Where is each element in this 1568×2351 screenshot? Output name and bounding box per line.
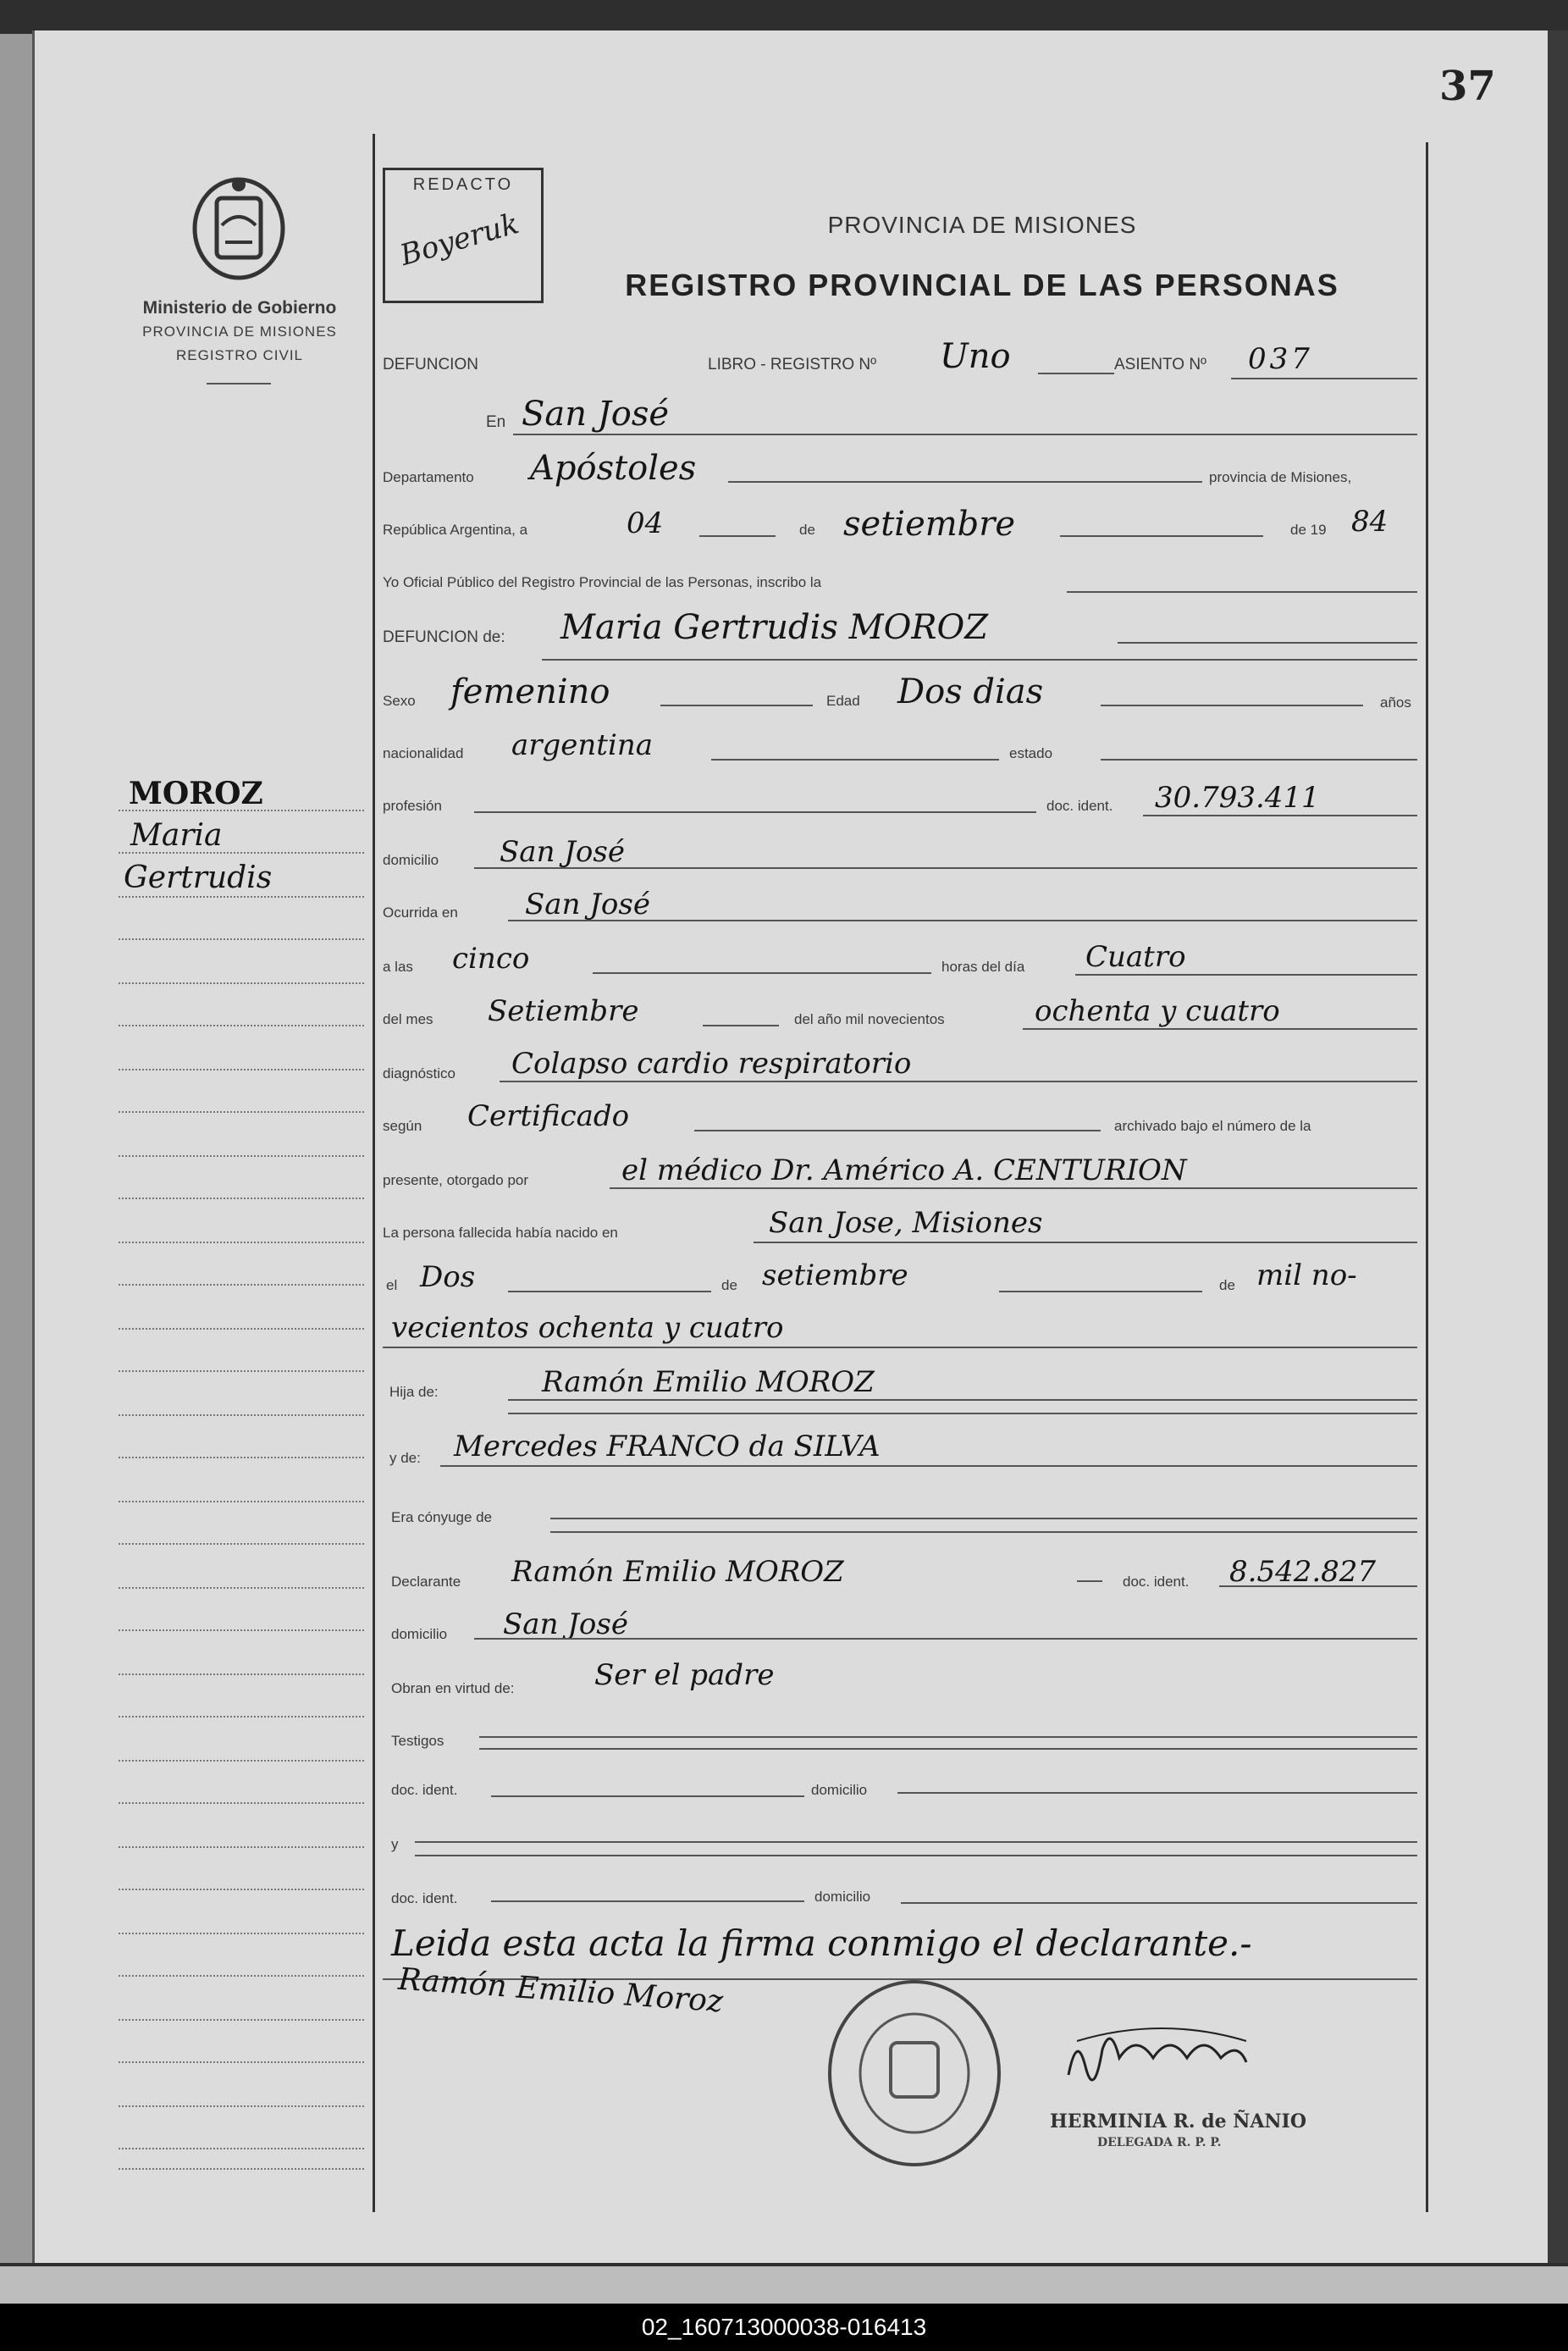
- declarant-signature: Ramón Emilio Moroz: [397, 1961, 725, 2020]
- republica-label: República Argentina, a: [383, 522, 528, 538]
- margin-rule: [119, 852, 364, 854]
- diagnostico-value: Colapso cardio respiratorio: [511, 1047, 912, 1081]
- testigo2-doc-line: [491, 1900, 804, 1902]
- profesion-label: profesión: [383, 798, 442, 814]
- el-value: Dos: [420, 1260, 476, 1294]
- testigo1-dom-line: [897, 1792, 1417, 1794]
- margin-rule: [119, 1716, 364, 1718]
- presente-value: el médico Dr. Américo A. CENTURION: [621, 1153, 1187, 1187]
- depto-label: Departamento: [383, 469, 474, 485]
- margin-rule: [119, 1328, 364, 1330]
- margin-rule: [119, 1155, 364, 1157]
- asiento-label: ASIENTO Nº: [1114, 356, 1206, 373]
- en-line: [513, 434, 1417, 435]
- nacionalidad-label: nacionalidad: [383, 745, 464, 761]
- yde-line: [440, 1465, 1417, 1467]
- segun-label: según: [383, 1118, 422, 1134]
- defuncion-line: [1118, 642, 1417, 644]
- mes2-value: setiembre: [762, 1258, 908, 1292]
- margin-rule: [119, 1069, 364, 1070]
- margin-rule: [119, 1760, 364, 1762]
- diagnostico-label: diagnóstico: [383, 1065, 456, 1081]
- defuncion-label: DEFUNCION de:: [383, 628, 505, 646]
- edad-value: Dos dias: [897, 672, 1044, 711]
- edad-line: [1101, 705, 1363, 706]
- margin-rule: [119, 2148, 364, 2149]
- en-label: En: [486, 413, 506, 431]
- doc2-label: doc. ident.: [1123, 1574, 1190, 1590]
- el-line: [508, 1291, 711, 1292]
- margin-rule: [119, 1673, 364, 1675]
- anio-mil-label: del año mil novecientos: [794, 1011, 945, 1027]
- margin-rule: [119, 938, 364, 940]
- yde-label: y de:: [389, 1450, 421, 1466]
- doc-ident-label: doc. ident.: [1046, 798, 1113, 814]
- y-label: y: [391, 1836, 399, 1852]
- testigo1-dom-label: domicilio: [811, 1782, 868, 1798]
- margin-surname: MOROZ: [129, 776, 263, 811]
- testigo1-doc-line: [491, 1795, 804, 1797]
- horas-line: [1075, 974, 1417, 976]
- hija-line: [508, 1399, 1417, 1401]
- presente-line: [610, 1187, 1417, 1189]
- right-border-line: [1426, 142, 1428, 2212]
- redacto-label: REDACTO: [412, 175, 514, 194]
- libro-label: LIBRO - REGISTRO Nº: [708, 356, 877, 373]
- alas-value: cinco: [452, 942, 530, 976]
- margin-rule: [119, 2168, 364, 2170]
- father-name: Ramón Emilio MOROZ: [542, 1365, 875, 1399]
- anio-mil-value: ochenta y cuatro: [1035, 994, 1280, 1028]
- hija-label: Hija de:: [389, 1384, 439, 1400]
- horas-value: Cuatro: [1085, 940, 1186, 974]
- ministry-title: Ministerio de Gobierno: [142, 298, 337, 318]
- margin-rule: [119, 1198, 364, 1199]
- ocurrida-line: [508, 920, 1417, 921]
- declarante-label: Declarante: [391, 1574, 461, 1590]
- ministry-province: PROVINCIA DE MISIONES: [142, 324, 337, 340]
- margin-rule: [119, 810, 364, 811]
- declarante-line: [1077, 1580, 1102, 1582]
- page-edge-shadow: [1548, 30, 1568, 2263]
- domicilio-value: San José: [500, 835, 625, 869]
- testigo1-doc-label: doc. ident.: [391, 1782, 458, 1798]
- mother-name: Mercedes FRANCO da SILVA: [454, 1430, 881, 1463]
- en-value: San José: [522, 395, 670, 434]
- y-line: [415, 1841, 1417, 1843]
- nacionalidad-line: [711, 759, 999, 761]
- continuation-line: [383, 1347, 1417, 1348]
- page-bottom-margin: [0, 2266, 1568, 2304]
- nacido-line: [754, 1242, 1417, 1243]
- deceased-name: Maria Gertrudis MOROZ: [560, 608, 989, 647]
- margin-second-name: Gertrudis: [124, 860, 273, 895]
- diagnostico-line: [500, 1081, 1417, 1082]
- defuncion-underline: [542, 659, 1417, 661]
- registry-round-stamp: [825, 1977, 1004, 2170]
- delmes-line: [703, 1025, 779, 1026]
- month-value: setiembre: [843, 505, 1016, 544]
- day-line: [699, 535, 776, 537]
- doc-ident-value: 30.793.411: [1155, 781, 1320, 815]
- margin-rule: [119, 1457, 364, 1458]
- libro-line: [1038, 373, 1114, 374]
- nacido-value: San Jose, Misiones: [769, 1206, 1043, 1240]
- margin-rule: [119, 1414, 364, 1416]
- estado-label: estado: [1009, 745, 1053, 761]
- province-heading: PROVINCIA DE MISIONES: [827, 212, 1137, 238]
- book-spine: [0, 34, 34, 2263]
- ministry-registry: REGISTRO CIVIL: [175, 347, 304, 363]
- day-value: 04: [627, 506, 664, 540]
- registry-heading: REGISTRO PROVINCIAL DE LAS PERSONAS: [625, 268, 1339, 302]
- de-label: de: [799, 522, 815, 538]
- doc2-line: [1219, 1585, 1417, 1587]
- y-line-2: [415, 1855, 1417, 1856]
- testigos-line-2: [479, 1748, 1417, 1750]
- alas-line: [593, 972, 931, 974]
- left-column-divider: [373, 134, 375, 2212]
- margin-rule: [119, 1242, 364, 1243]
- delmes-label: del mes: [383, 1011, 433, 1027]
- ocurrida-label: Ocurrida en: [383, 904, 458, 921]
- anios-label: años: [1380, 694, 1411, 711]
- anio-mil-line: [1023, 1028, 1417, 1030]
- margin-rule: [119, 1933, 364, 1934]
- sexo-line: [660, 705, 813, 706]
- depto-line: [728, 481, 1202, 483]
- margin-rule: [119, 1284, 364, 1286]
- margin-rule: [119, 982, 364, 984]
- margin-rule: [119, 1025, 364, 1026]
- testigos-label: Testigos: [391, 1733, 444, 1749]
- alas-label: a las: [383, 959, 413, 975]
- depto-value: Apóstoles: [530, 449, 697, 488]
- conyuge-label: Era cónyuge de: [391, 1509, 493, 1525]
- margin-rule: [119, 1111, 364, 1113]
- estado-line: [1101, 759, 1417, 761]
- redacto-stamp-box: [383, 168, 544, 303]
- margin-rule: [119, 1370, 364, 1372]
- asiento-line: [1231, 378, 1417, 379]
- edad-label: Edad: [826, 693, 860, 709]
- margin-rule: [119, 2061, 364, 2063]
- doc-ident-line: [1143, 815, 1417, 816]
- scan-filename: 02_160713000038-016413: [0, 2304, 1568, 2351]
- testigo2-dom-line: [901, 1902, 1417, 1904]
- coat-of-arms-logo: [188, 174, 290, 285]
- margin-rule: [119, 1802, 364, 1804]
- horas-label: horas del día: [941, 959, 1025, 975]
- official-title: DELEGADA R. P. P.: [1097, 2136, 1222, 2149]
- profesion-line: [474, 811, 1036, 813]
- act-type: DEFUNCION: [383, 356, 478, 373]
- doc2-value: 8.542.827: [1229, 1555, 1377, 1589]
- margin-rule: [119, 2019, 364, 2021]
- oficial-line: [1067, 591, 1417, 593]
- de3-label: de: [1219, 1277, 1235, 1293]
- libro-value: Uno: [940, 337, 1011, 376]
- redacto-signature: Boyeruk: [396, 206, 523, 274]
- official-name: HERMINIA R. de ÑANIO: [1050, 2110, 1306, 2132]
- domicilio2-line: [474, 1638, 1417, 1640]
- obran-label: Obran en virtud de:: [391, 1680, 515, 1696]
- ministry-underline: [207, 383, 271, 384]
- conyuge-line: [550, 1518, 1417, 1519]
- declarante-value: Ramón Emilio MOROZ: [511, 1555, 844, 1589]
- mes2-line: [999, 1291, 1202, 1292]
- delmes-value: Setiembre: [488, 994, 639, 1028]
- year-value: 84: [1351, 505, 1389, 539]
- margin-rule: [119, 1587, 364, 1589]
- segun-value: Certificado: [467, 1099, 630, 1133]
- nacionalidad-value: argentina: [511, 728, 654, 762]
- month-line: [1060, 535, 1263, 537]
- el-label: el: [386, 1277, 398, 1293]
- de2-label: de: [721, 1277, 737, 1293]
- segun-line: [694, 1130, 1101, 1131]
- asiento-value: 037: [1248, 342, 1313, 376]
- oficial-statement: Yo Oficial Público del Registro Provincial de las Personas, inscribo la: [383, 574, 822, 590]
- margin-first-name: Maria: [130, 818, 223, 853]
- margin-rule: [119, 1501, 364, 1502]
- nacido-label: La persona fallecida había nacido en: [383, 1225, 618, 1241]
- testigos-line: [479, 1736, 1417, 1738]
- testigo2-dom-label: domicilio: [814, 1889, 871, 1905]
- margin-rule: [119, 1543, 364, 1545]
- domicilio2-value: San José: [503, 1607, 628, 1641]
- margin-rule: [119, 896, 364, 898]
- provincia-label: provincia de Misiones,: [1209, 469, 1352, 485]
- hija-line-2: [508, 1413, 1417, 1414]
- conyuge-line-2: [550, 1531, 1417, 1533]
- margin-rule: [119, 1846, 364, 1848]
- sexo-value: femenino: [450, 672, 610, 711]
- obran-value: Ser el padre: [594, 1658, 775, 1692]
- sexo-label: Sexo: [383, 693, 416, 709]
- anio2-value: mil no-: [1256, 1258, 1357, 1292]
- margin-rule: [119, 1629, 364, 1631]
- ocurrida-value: San José: [525, 888, 650, 921]
- margin-rule: [119, 2105, 364, 2107]
- page-number: 37: [1439, 63, 1496, 110]
- presente-label: presente, otorgado por: [383, 1172, 529, 1188]
- official-signature: [1060, 2024, 1255, 2083]
- year-prefix-label: de 19: [1290, 522, 1327, 538]
- domicilio-line: [474, 867, 1417, 869]
- domicilio2-label: domicilio: [391, 1626, 448, 1642]
- anio2-continuation: vecientos ochenta y cuatro: [391, 1311, 784, 1345]
- margin-rule: [119, 1889, 364, 1890]
- margin-rule: [119, 1975, 364, 1977]
- domicilio-label: domicilio: [383, 852, 439, 868]
- testigo2-doc-label: doc. ident.: [391, 1890, 458, 1906]
- archivado-label: archivado bajo el número de la: [1114, 1118, 1311, 1134]
- closing-statement: Leida esta acta la firma conmigo el declarante.-: [391, 1922, 1252, 1964]
